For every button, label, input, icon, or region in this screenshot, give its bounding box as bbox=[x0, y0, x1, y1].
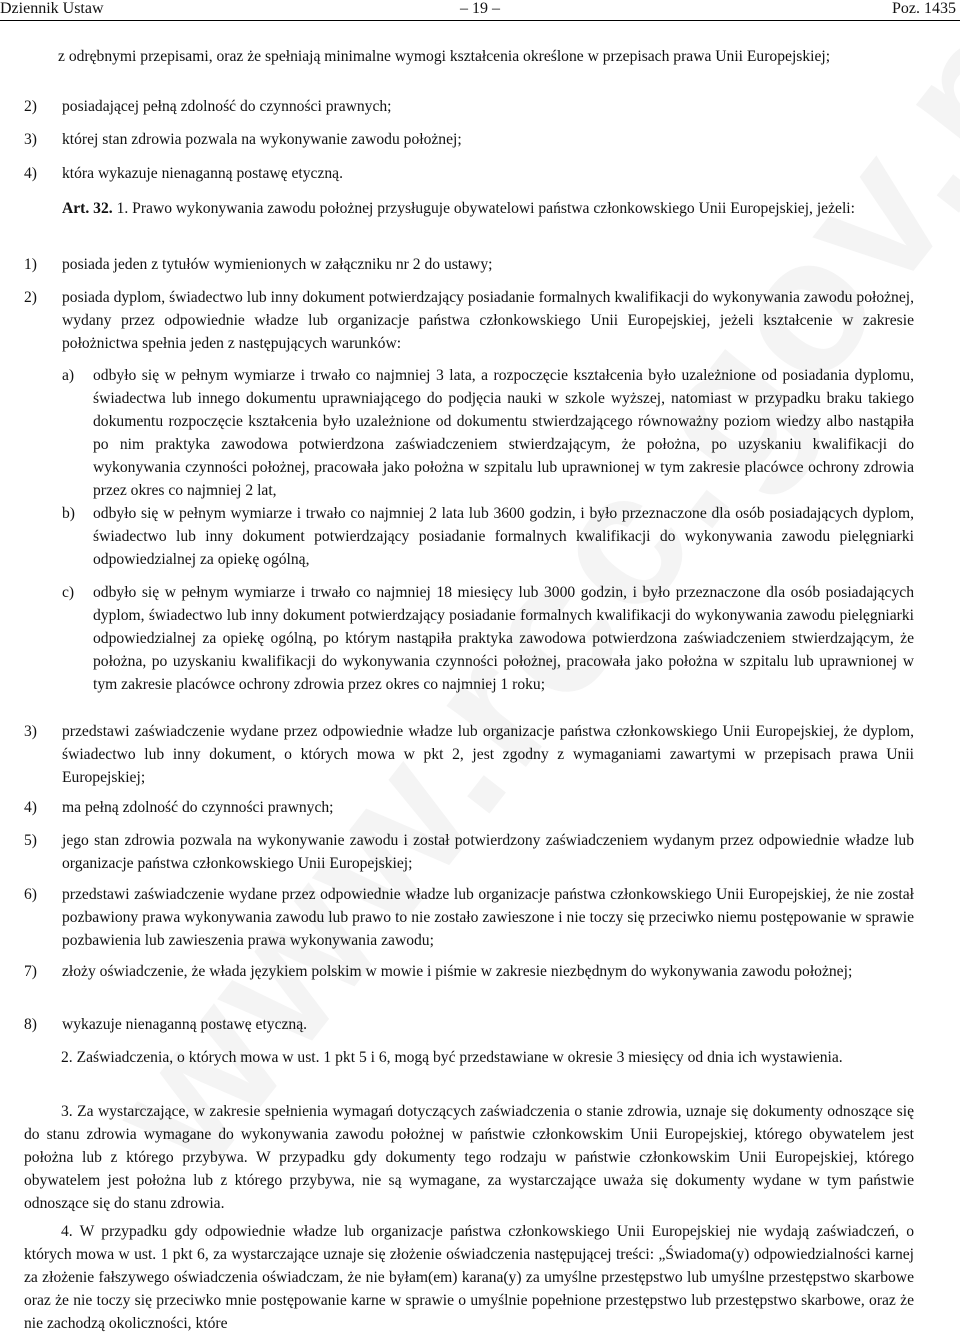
list-item: jego stan zdrowia pozwala na wykonywanie zawodu i został potwierdzony zaświadczeniem wydanym przez odpowiednie władze lub organizacje państwa członkowskiego Unii Europejskiej; bbox=[62, 832, 914, 872]
page-number: – 19 – bbox=[460, 0, 500, 17]
list-item: wykazuje nienaganną postawę etyczną. bbox=[62, 1016, 308, 1033]
sublist-letter: a) bbox=[62, 367, 75, 384]
sublist-letter: c) bbox=[62, 584, 75, 601]
list-item: posiada dyplom, świadectwo lub inny dokument potwierdzający posiadanie formalnych kwalifikacji do wykonywania zawodu położnej, wydany przez odpowiednie władze lub organizacje państwa członkowskiego Unii Europejskiej, jeżeli kształcenie w zakresie położnictwa spełnia jeden z następujących warunków: bbox=[62, 289, 914, 352]
list-item: która wykazuje nienaganną postawę etyczną. bbox=[62, 165, 343, 182]
list-number: 5) bbox=[24, 832, 37, 849]
list-number: 4) bbox=[24, 165, 37, 182]
continuation-paragraph: z odrębnymi przepisami, oraz że spełniają minimalne wymogi kształcenia określone w przepisach prawa Unii Europejskiej; bbox=[58, 48, 831, 65]
list-number: 4) bbox=[24, 799, 37, 816]
journal-title: Dziennik Ustaw bbox=[0, 0, 104, 17]
list-number: 7) bbox=[24, 963, 37, 980]
section-paragraph: 2. Zaświadczenia, o których mowa w ust. 1 pkt 5 i 6, mogą być przedstawiane w okresie 3 miesięcy od dnia ich wystawienia. bbox=[61, 1049, 843, 1066]
list-number: 2) bbox=[24, 98, 37, 115]
list-number: 6) bbox=[24, 886, 37, 903]
section-paragraph: 4. W przypadku gdy odpowiednie władze lub organizacje państwa członkowskiego Unii Europejskiej nie wydają zaświadczeń, o których mowa w ust. 1 pkt 6, za wystarczające uznaje się złożenie oświadczenia następującej treści: „Świadoma(y) odpowiedzialności karnej za złożenie fałszywego oświadczenia oświadczam, że nie byłam(em) karana(y) za umyślne przestępstwo lub umyślne przestępstwo skarbowe oraz że nie toczy się przeciwko mnie postępowanie karne w sprawie o umyślnie popełnione przestępstwo lub przestępstwo skarbowe, oraz że nie zachodzą okoliczności, które bbox=[24, 1223, 914, 1332]
article-label: Art. 32. bbox=[62, 200, 113, 217]
list-number: 3) bbox=[24, 131, 37, 148]
list-item: posiada jeden z tytułów wymienionych w załączniku nr 2 do ustawy; bbox=[62, 256, 493, 273]
sublist-item: odbyło się w pełnym wymiarze i trwało co najmniej 3 lata, a rozpoczęcie kształcenia było uzależnione od posiadania dyplomu, świadectwa lub innego dokumentu uprawniającego do podjęcia nauki w szkole wyższej, natomiast w przypadku braku takiego dokumentu rozpoczęcie kształcenia było uzależnione od dokumentu stwierdzającego równoważny poziom wiedzy albo nastąpiła po nim praktyka zawodowa potwierdzona zaświadczeniem stwierdzającym, że położna, po uzyskaniu kwalifikacji do wykonywania czynności położnej, pracowała jako położna w szpitalu lub uprawnionej w tym zakresie placówce ochrony zdrowia przez okres co najmniej 2 lat, bbox=[93, 367, 914, 499]
list-number: 8) bbox=[24, 1016, 37, 1033]
list-number: 3) bbox=[24, 723, 37, 740]
page-header bbox=[0, 0, 960, 21]
list-number: 1) bbox=[24, 256, 37, 273]
article-paragraph bbox=[24, 197, 914, 220]
list-item: przedstawi zaświadczenie wydane przez odpowiednie władze lub organizacje państwa członkowskiego Unii Europejskiej, że dyplom, świadectwo lub inny dokument, o których mowa w pkt 2, jest zgodny z wymaganiami zawartymi w przepisach prawa Unii Europejskiej; bbox=[62, 723, 914, 786]
sublist-item: odbyło się w pełnym wymiarze i trwało co najmniej 2 lata lub 3600 godzin, i było przeznaczone dla osób posiadających dyplom, świadectwo lub inny dokument potwierdzający posiadanie formalnych kwalifikacji do wykonywania zawodu pielęgniarki odpowiedzialnej za opiekę ogólną, bbox=[93, 505, 914, 568]
list-item: ma pełną zdolność do czynności prawnych; bbox=[62, 799, 334, 816]
list-item: przedstawi zaświadczenie wydane przez odpowiednie władze lub organizacje państwa członkowskiego Unii Europejskiej, że nie został pozbawiony prawa wykonywania zawodu lub prawo to nie zostało zawieszone i nie toczy się przeciwko niemu postępowanie w sprawie pozbawienia lub zawieszenia prawa wykonywania zawodu; bbox=[62, 886, 914, 949]
list-number: 2) bbox=[24, 289, 37, 306]
article-text: 1. Prawo wykonywania zawodu położnej przysługuje obywatelowi państwa członkowskiego Unii Europejskiej, jeżeli: bbox=[116, 200, 855, 217]
position-number: Poz. 1435 bbox=[892, 0, 956, 17]
list-item: której stan zdrowia pozwala na wykonywanie zawodu położnej; bbox=[62, 131, 462, 148]
list-item: posiadającej pełną zdolność do czynności prawnych; bbox=[62, 98, 392, 115]
sublist-item: odbyło się w pełnym wymiarze i trwało co najmniej 18 miesięcy lub 3000 godzin, i było przeznaczone dla osób posiadających dyplom, świadectwo lub inny dokument potwierdzający posiadanie formalnych kwalifikacji do wykonywania zawodu pielęgniarki odpowiedzialnej za opiekę ogólną, po którym nastąpiła praktyka zawodowa potwierdzona zaświadczeniem stwierdzającym, że położna, po uzyskaniu kwalifikacji do wykonywania czynności położnej, pracowała jako położna w szpitalu lub uprawnionej w tym zakresie placówce ochrony zdrowia przez okres co najmniej 1 roku; bbox=[93, 584, 914, 693]
sublist-letter: b) bbox=[62, 505, 75, 522]
list-item: złoży oświadczenie, że włada językiem polskim w mowie i piśmie w zakresie niezbędnym do wykonywania zawodu położnej; bbox=[62, 963, 853, 980]
section-paragraph: 3. Za wystarczające, w zakresie spełnienia wymagań dotyczących zaświadczenia o stanie zdrowia, uznaje się dokumenty odnoszące się do stanu zdrowia wymagane do wykonywania zawodu położnej w państwie członkowskim Unii Europejskiej, którego obywatelem jest położna lub z którego przybywa. W przypadku gdy dokumenty tego rodzaju w państwie członkowskim Unii Europejskiej, którego obywatelem jest położna lub z którego przybywa, nie są wymagane, za wystarczające uważa się dokumenty wydane w tym państwie odnoszące się do stanu zdrowia. bbox=[24, 1103, 914, 1212]
